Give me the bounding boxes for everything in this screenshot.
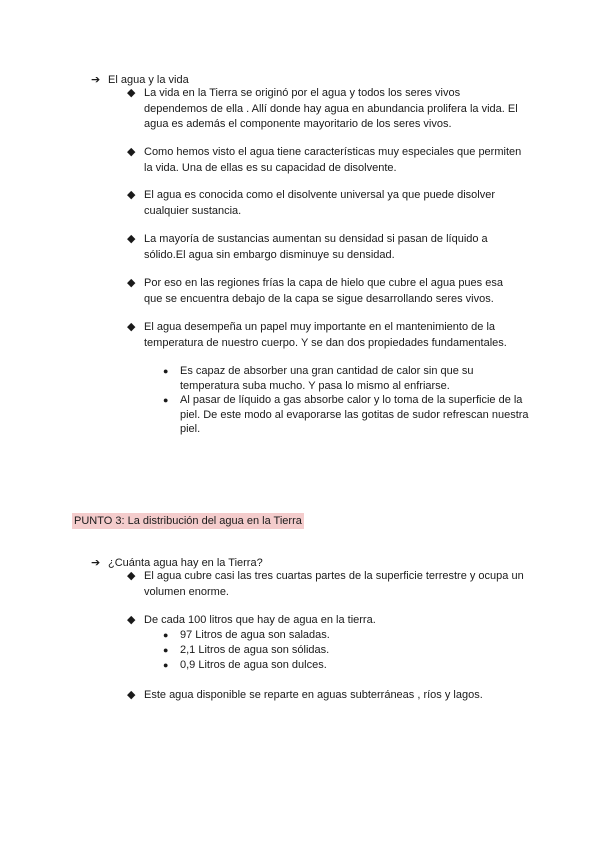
diamond-bullet-icon: ◆ xyxy=(127,277,136,289)
diamond-bullet-icon: ◆ xyxy=(127,87,136,99)
heading-cuanta-agua xyxy=(91,556,531,570)
section-title-punto-3: PUNTO 3: La distribución del agua en la Tierra xyxy=(74,515,302,527)
sub-list-item-text: Es capaz de absorber una gran cantidad de calor sin que su temperatura suba mucho. Y pasa lo mismo al enfriarse. xyxy=(180,365,474,392)
list-item xyxy=(127,232,527,263)
list-item xyxy=(127,86,527,133)
list-item-text: De cada 100 litros que hay de agua en la tierra. xyxy=(144,614,376,626)
sub-list-item xyxy=(163,364,538,393)
list-item xyxy=(127,188,527,219)
list-item-text: El agua desempeña un papel muy importante en el mantenimiento de la temperatura de nuestro cuerpo. Y se dan dos propiedades fundamentales. xyxy=(144,321,507,349)
arrow-bullet-icon: ➔ xyxy=(91,74,101,86)
list-item-text: El agua es conocida como el disolvente universal ya que puede disolver cualquier sustancia. xyxy=(144,189,495,217)
sub-list-item xyxy=(163,643,538,658)
dot-bullet-icon: ● xyxy=(163,660,169,670)
list-item-text: Este agua disponible se reparte en aguas subterráneas , ríos y lagos. xyxy=(144,689,483,701)
list-item xyxy=(127,688,527,704)
sub-list-item-text: 0,9 Litros de agua son dulces. xyxy=(180,659,327,671)
dot-bullet-icon: ● xyxy=(163,395,169,405)
arrow-bullet-icon: ➔ xyxy=(91,557,101,569)
diamond-bullet-icon: ◆ xyxy=(127,614,136,626)
heading-text: ¿Cuánta agua hay en la Tierra? xyxy=(108,557,263,569)
list-item-text: Como hemos visto el agua tiene características muy especiales que permiten la vida. Una de ellas es su capacidad de disolvente. xyxy=(144,146,522,174)
sub-list-item xyxy=(163,628,538,643)
diamond-bullet-icon: ◆ xyxy=(127,689,136,701)
dot-bullet-icon: ● xyxy=(163,366,169,376)
diamond-bullet-icon: ◆ xyxy=(127,189,136,201)
list-item-text: La mayoría de sustancias aumentan su densidad si pasan de líquido a sólido.El agua sin embargo disminuye su densidad. xyxy=(144,233,488,261)
diamond-bullet-icon: ◆ xyxy=(127,146,136,158)
list-item xyxy=(127,276,527,307)
sub-list-item xyxy=(163,393,538,437)
sub-list-item xyxy=(163,658,538,673)
diamond-bullet-icon: ◆ xyxy=(127,321,136,333)
list-item-text: El agua cubre casi las tres cuartas partes de la superficie terrestre y ocupa un volumen enorme. xyxy=(144,570,524,598)
list-item xyxy=(127,320,527,351)
list-item xyxy=(127,569,527,600)
diamond-bullet-icon: ◆ xyxy=(127,570,136,582)
sub-list-item-text: 2,1 Litros de agua son sólidas. xyxy=(180,644,330,656)
dot-bullet-icon: ● xyxy=(163,630,169,640)
heading-agua-vida xyxy=(91,73,531,87)
sub-list-item-text: 97 Litros de agua son saladas. xyxy=(180,629,330,641)
heading-text: El agua y la vida xyxy=(108,74,189,86)
list-item-text: La vida en la Tierra se originó por el agua y todos los seres vivos dependemos de ella . Allí donde hay agua en abundancia prolifera la vida. El agua es además el componente mayoritario de los seres vivos. xyxy=(144,87,518,130)
list-item xyxy=(127,145,527,176)
sub-list-item-text: Al pasar de líquido a gas absorbe calor y lo toma de la superficie de la piel. De este modo al evaporarse las gotitas de sudor refrescan nuestra piel. xyxy=(180,394,529,435)
list-item-text: Por eso en las regiones frías la capa de hielo que cubre el agua pues esa que se encuentra debajo de la capa se sigue desarrollando seres vivos. xyxy=(144,277,503,305)
dot-bullet-icon: ● xyxy=(163,645,169,655)
list-item xyxy=(127,613,527,629)
diamond-bullet-icon: ◆ xyxy=(127,233,136,245)
